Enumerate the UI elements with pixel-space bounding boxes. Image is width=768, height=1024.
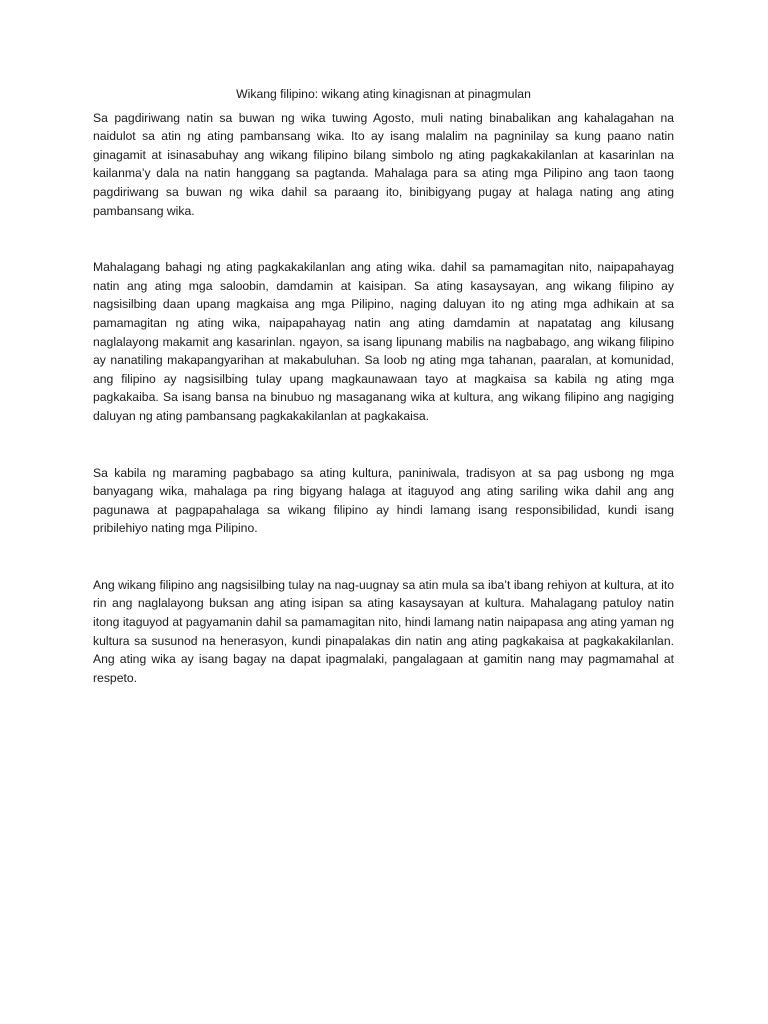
paragraph-1: Sa pagdiriwang natin sa buwan ng wika tuwing Agosto, muli nating binabalikan ang kahalagahan na naidulot sa atin ng ating pambansang wika. Ito ay isang malalim na pagninilay sa kung paano natin ginagamit at isinasabuhay ang wikang filipino bilang simbolo ng ating pagkakakilanlan at kasarinlan na kailanma’y dala na natin hanggang sa pagtanda. Mahalaga para sa ating mga Pilipino ang taon taong pagdiriwang sa buwan ng wika dahil sa paraang ito, binibigyang pugay at halaga nating ang ating pambansang wika.	[93, 110, 674, 218]
paragraph-2: Mahalagang bahagi ng ating pagkakakilanlan ang ating wika. dahil sa pamamagitan nito, naipapahayag natin ang ating mga saloobin, damdamin at kaisipan. Sa ating kasaysayan, ang wikang filipino ay nagsisilbing daan upang magkaisa ang mga Pilipino, naging daluyan ito ng ating mga adhikain at sa pamamagitan ng ating wika, naipapahayag natin ang ating damdamin at napatatag ang kilusang naglalayong makamit ang kasarinlan. ngayon, sa isang lipunang mabilis na nagbabago, ang wikang filipino ay nanatiling makapangyarihan at makabuluhan. Sa loob ng ating mga tahanan, paaralan, at komunidad, ang filipino ay nagsisilbing tulay upang magkaunawaan tayo at magkaisa sa kabila ng ating mga pagkakaiba. Sa isang bansa na binubuo ng masaganang wika at kultura, ang wikang filipino ang nagiging daluyan ng ating pambansang pagkakakilanlan at pagkakaisa.	[93, 260, 674, 423]
document-body	[93, 85, 674, 687]
document-title: Wikang filipino: wikang ating kinagisnan at pinagmulan	[236, 87, 531, 101]
paragraph-3: Sa kabila ng maraming pagbabago sa ating kultura, paniniwala, tradisyon at sa pag usbong ng mga banyagang wika, mahalaga pa ring bigyang halaga at itaguyod ang ating sariling wika dahil ang ang pagunawa at pagpapahalaga sa wikang filipino ay hindi lamang isang responsibilidad, kundi isang pribilehiyo nating mga Pilipino.	[93, 465, 674, 536]
paragraph-4: Ang wikang filipino ang nagsisilbing tulay na nag-uugnay sa atin mula sa iba’t ibang rehiyon at kultura, at ito rin ang naglalayong buksan ang ating isipan sa ating kasaysayan at kultura. Mahalagang patuloy natin itong itaguyod at pagyamanin dahil sa pamamagitan nito, hindi lamang natin naipapasa ang ating yaman ng kultura sa susunod na henerasyon, kundi pinapalakas din natin ang ating pagkakaisa at pagkakakilanlan. Ang ating wika ay isang bagay na dapat ipagmalaki, pangalagaan at gamitin nang may pagmamahal at respeto.	[93, 577, 674, 685]
